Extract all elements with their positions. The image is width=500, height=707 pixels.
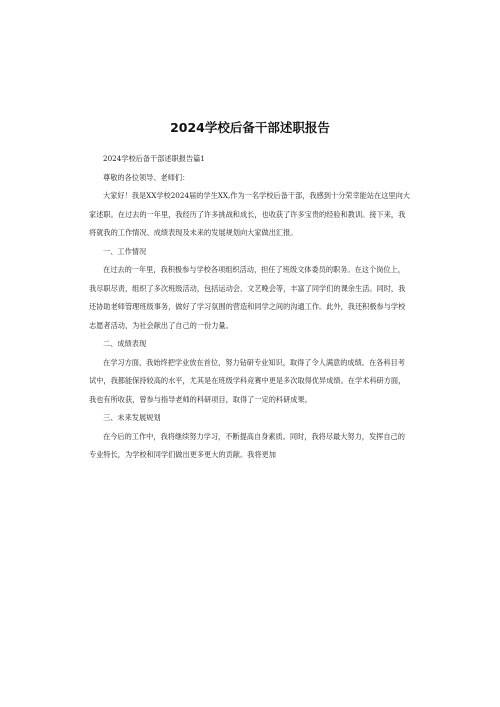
section-heading-plan: 三、未来发展规划 [103, 413, 161, 422]
document-body [89, 150, 411, 465]
paragraph-work: 在过去的一年里，我积极参与学校各项组织活动，担任了班级文体委员的职务。在这个岗位上，我尽职尽责，组织了多次班级活动，包括运动会、文艺晚会等，丰富了同学们的课余生活。同时，我还协助老师管理班级事务，做好了学习氛围的营造和同学之间的沟通工作。此外，我还积极参与学校志愿者活动，为社会献出了自己的一份力量。 [89, 265, 406, 330]
paragraph-intro: 大家好！我是XX学校2024届的学生XX,作为一名学校后备干部，我感到十分荣幸能站在这里向大家述职。在过去的一年里，我经历了许多挑战和成长，也收获了许多宝贵的经验和教训。接下来，我将就我的工作情况、成绩表现及未来的发展规划向大家做出汇报。 [89, 191, 410, 237]
paragraph-achievements: 在学习方面，我始终把学业放在首位，努力钻研专业知识，取得了令人满意的成绩。在各科目考试中，我都能保持较高的水平，尤其是在班级学科竞赛中更是多次取得优异成绩。在学术科研方面，我也有所收获，曾参与指导老师的科研项目，取得了一定的科研成果。 [89, 357, 406, 404]
section-heading-work: 一、工作情况 [103, 246, 147, 256]
salutation: 尊敬的各位领导、老师们： [103, 172, 190, 182]
document-subtitle: 2024学校后备干部述职报告篇1 [103, 154, 205, 163]
document-title: 2024学校后备干部述职报告 [170, 120, 330, 135]
paragraph-plan: 在今后的工作中，我将继续努力学习，不断提高自身素质。同时，我将尽最大努力，发挥自己的专业特长，为学校和同学们做出更多更大的贡献。我将更加 [89, 431, 405, 459]
section-heading-achievements: 二、成绩表现 [103, 339, 147, 348]
